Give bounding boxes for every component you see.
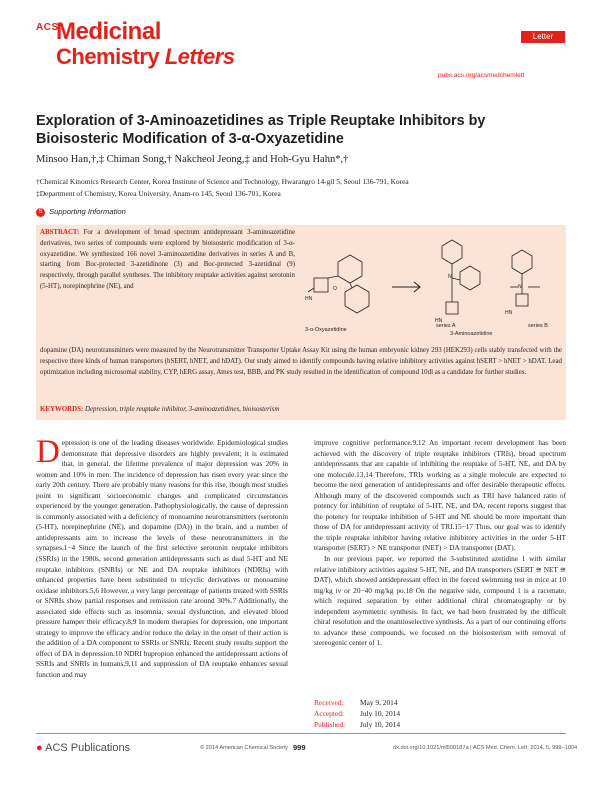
doi-citation[interactable]: dx.doi.org/10.1021/ml500187a | ACS Med. Chem. Lett. 2014, 5, 999−1004 (393, 745, 578, 751)
svg-text:HN: HN (505, 310, 513, 316)
affiliation-1: †Chemical Kinomics Research Center, Korea Institute of Science and Technology, Hwarangro 14-gil 5, Seoul 136-791, Korea (36, 177, 409, 186)
graphic-label-series-b: series B (528, 323, 548, 329)
date-accepted-value: July 10, 2014 (360, 709, 401, 718)
date-published (314, 719, 400, 730)
affiliation-2: ‡Department of Chemistry, Korea University, Anam-ro 145, Seoul 136-701, Korea (36, 189, 281, 198)
svg-text:HN: HN (435, 318, 443, 324)
affiliations (36, 176, 566, 200)
graphic-label-aminoazetidine: 3-Aminoazetidine (450, 331, 493, 337)
abstract-text-1: For a development of broad spectrum antidepressant 3-aminoazetidine derivatives, two series of compounds were explored by bioisosteric modification of 3-α-oxyazetidine. We synthesized 166 novel 3-aminoazetidine derivatives in series A and B, starting from Boc-protected 3-azetidinone (3) and Boc-protected 3-azetidinal (9) respectively, through parallel syntheses. The inhibitory reuptake activities against serotonin (5-HT), norepinephrine (NE), and (40, 229, 295, 290)
journal-url[interactable]: pubs.acs.org/acsmedchemlett (438, 72, 525, 79)
svg-text:O: O (333, 286, 337, 292)
page-number: 999 (293, 743, 306, 752)
body-paragraph-3: In our previous paper, we reported the 3-substituted azetidine 1 with similar relative inhibitory activities against 5-HT, NE, and DA transporters (SERT ≅ NET ≅ DAT), which showed antidepressant effect in the forced swimming test in mice at 10 mg/kg iv or 20−40 mg/kg po.18 On the negative side, compound 1 is a racemate, which required separation by either additional chiral chromatography or by independent asymmetric synthesis. In fact, we had been frustrated by the difficult chiral resolution and the enantioselective synthesis. As a part of our continuing efforts to advance these compounds, we focused on the bioisosterism with removal of stereogenic center of 1. (314, 554, 566, 648)
structure-oxyazetidine (308, 255, 369, 313)
body-column-right (314, 438, 566, 649)
date-received (314, 697, 400, 708)
date-published-value: July 10, 2014 (360, 720, 401, 729)
publisher-name: ACS Publications (45, 742, 131, 754)
svg-text:N: N (518, 284, 522, 290)
publication-dates (314, 697, 400, 730)
abstract-part2: dopamine (DA) neurotransmitters were measured by the Neurotransmitter Transporter Uptake Assay Kit using the human embryonic kidney 293 (HEK293) cells stably transfected with the respective three kinds of human transporters (hSERT, hNET, and hDAT). Our study aimed to identify compounds having relative inhibitory activities against hSERT > hNET > hDAT. Lead optimization including microsomal stability, CYP, hERG assay, Ames test, BBB, and PK study resulted in the identification of compound 10dl as a candidate for further studies. (40, 347, 562, 376)
journal-name-chemistry: Chemistry (56, 44, 165, 69)
journal-name-line1: Medicinal (56, 18, 161, 45)
article-type-badge: Letter (521, 31, 565, 43)
journal-name-letters: Letters (164, 44, 235, 69)
supporting-info-icon: S (36, 208, 45, 217)
author-list: Minsoo Han,†,‡ Chiman Song,† Nakcheol Jeong,‡ and Hoh-Gyu Hahn*,† (36, 154, 349, 165)
date-accepted (314, 708, 400, 719)
article-title: Exploration of 3-Aminoazetidines as Triple Reuptake Inhibitors by Bioisosteric Modification of 3-α-Oxyazetidine (36, 113, 486, 147)
keywords-text: Depression, triple reuptake inhibitor, 3-aminoazetidines, bioisosterism (85, 406, 280, 413)
structure-series-b (510, 250, 540, 306)
body-column-left (36, 434, 288, 681)
abstract-label: ABSTRACT: (40, 229, 80, 236)
date-accepted-label: Accepted: (314, 709, 344, 718)
graphic-label-oxyazetidine: 3-α-Oxyazetidine (305, 327, 347, 333)
toc-graphic (300, 232, 562, 344)
keywords-label: KEYWORDS: (40, 406, 84, 413)
publisher-logo (36, 742, 130, 754)
date-published-label: Published: (314, 720, 346, 729)
body-paragraph-1: epression is one of the leading diseases worldwide. Epidemiological studies demonstrate that depressive disorders are highly prevalent; it is estimated that, in general, the lifetime prevalence of major depression was 20% in women and 10% in men. The incidence of depression has risen every year since the early 20th century. There are probably many reasons for this rise, though most studies point to significant socioeconomic changes and complicated circumstances experienced by the younger generation. Pathophysiologically, the cause of depression is commonly associated with a deficiency of monoamine neurotransmitters (serotonin (5-HT), norepinephrine (NE), and dopamine (DA)) in the brain, and a number of antidepressants aim to increase the levels of these neurotransmitters in the synapses.1−4 Since the launch of the first selective serotonin reuptake inhibitors (SSRIs) in the 1980s, second generation antidepressants such as dual 5-HT and NE reuptake inhibitors (SNRIs) or NE and DA reuptake inhibitors (NDRIs) with enhanced properties have been substituted to tricyclic derivatives or monoamine oxidase inhibitors.5,6 However, a very large percentage of patients treated with SSRIs or SNRIs show partial responses and remission rate around 30%.7 Additionally, the associated side effects such as insomnia, sexual dysfunction, and elevated blood pressure hamper their efficacy.8,9 In modern therapies for depression, one important strategy to improve the efficacy and/or reduce the delay in the onset of their action is the addition of a DA component to SSRIs or SNRIs. Recent study results support the effect of DA in depression.10 NDRI bupropion enhanced the antidepressant actions of SSRIs and SNRIs in humans,9,11 and suppression of DA reuptake enhances sexual function and may (36, 438, 288, 680)
publisher-icon: ● (36, 742, 43, 754)
keywords (40, 406, 562, 413)
arrow-icon (392, 282, 420, 292)
supporting-info-link[interactable] (36, 207, 126, 217)
footer-rule (36, 733, 566, 734)
graphic-label-series-a: series A (436, 323, 456, 329)
date-received-value: May 9, 2014 (360, 698, 398, 707)
copyright: © 2014 American Chemical Society (200, 745, 288, 751)
journal-name-line2 (56, 44, 235, 70)
svg-text:N: N (448, 274, 452, 280)
body-paragraph-2: improve cognitive performance.9,12 An important recent development has been achieved with the discovery of triple reuptake inhibitors (TRIs), broad spectrum antidepressants that are capable of inhibiting the reuptake of 5-HT, NE, and DA by one molecule.13,14 Therefore, TRIs working as a single molecule are expected to become the next generation of antidepressants and offer desirable therapeutic effects. Although many of the discovered compounds such as TRI have balanced ratio of potency for inhibition of reuptake of 5-HT, NE, and DA, recent reports suggest that the potency for reuptake inhibition of 5-HT and NE should be more important than those of DA for antidepressant activity of TRI.15−17 Thus, our goal was to identify the triple reuptake inhibitor having relative inhibitory activities in the order 5-HT transporter (SERT) > NE transporter (NET) > DA transporter (DAT). (314, 438, 566, 553)
drop-cap: D (36, 434, 60, 470)
svg-text:HN: HN (305, 296, 313, 302)
date-received-label: Received: (314, 698, 344, 707)
acs-label: ACS (36, 22, 59, 33)
journal-logo (36, 18, 296, 88)
supporting-info-label: Supporting Information (49, 207, 126, 216)
abstract-part1 (40, 228, 295, 293)
